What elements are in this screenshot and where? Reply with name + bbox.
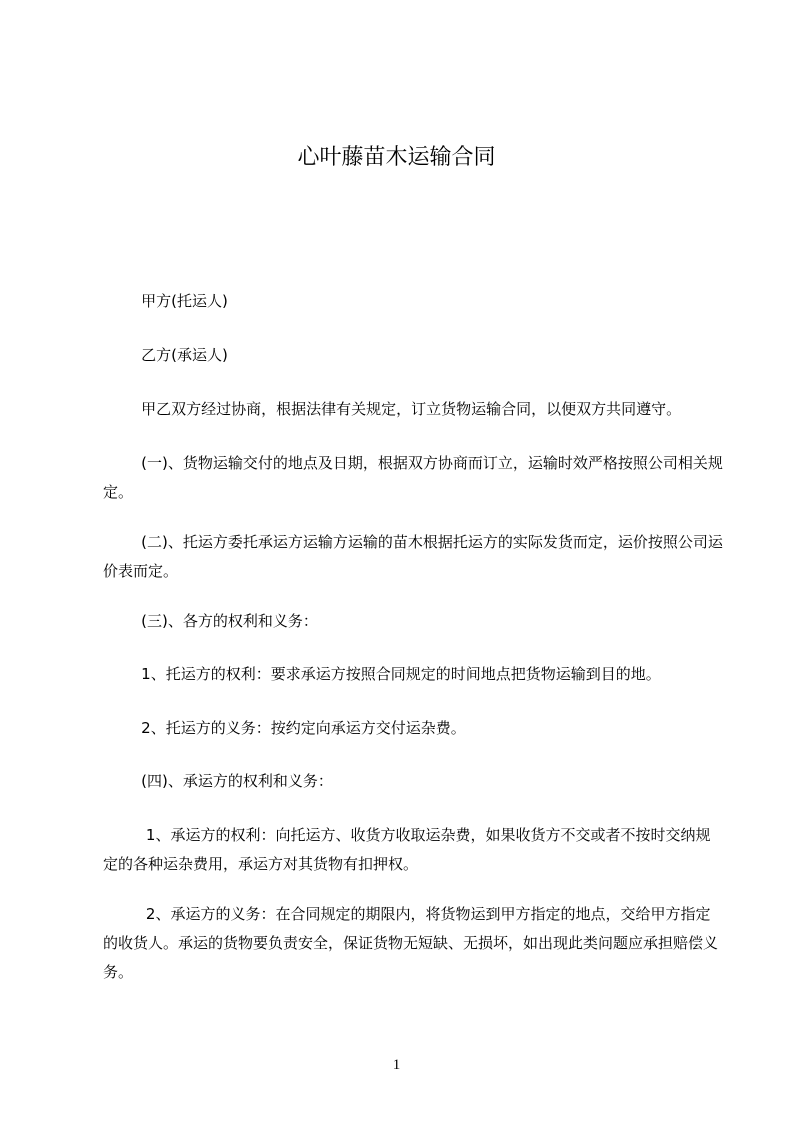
clause-1-paragraph: (一)、货物运输交付的地点及日期，根据双方协商而订立，运输时效严格按照公司相关规定。 — [103, 454, 723, 501]
page-number: 1 — [392, 1057, 401, 1073]
party-a-line: 甲方(托运人) — [103, 292, 228, 310]
party-b-line: 乙方(承运人) — [103, 346, 228, 364]
preamble-paragraph: 甲乙双方经过协商，根据法律有关规定，订立货物运输合同，以便双方共同遵守。 — [103, 400, 682, 418]
document-title: 心叶藤苗木运输合同 — [297, 145, 496, 170]
shipper-rights-paragraph: 1、托运方的权利：要求承运方按照合同规定的时间地点把货物运输到目的地。 — [103, 665, 661, 683]
clause-3-heading: (三)、各方的权利和义务： — [103, 612, 318, 630]
clause-2-paragraph: (二)、托运方委托承运方运输方运输的苗木根据托运方的实际发货而定，运价按照公司运价表而定。 — [103, 533, 723, 580]
carrier-rights-paragraph: 1、承运方的权利：向托运方、收货方收取运杂费，如果收货方不交或者不按时交纳规定的各种运杂费用，承运方对其货物有扣押权。 — [103, 826, 711, 873]
shipper-duties-paragraph: 2、托运方的义务：按约定向承运方交付运杂费。 — [103, 719, 466, 737]
carrier-duties-paragraph: 2、承运方的义务：在合同规定的期限内，将货物运到甲方指定的地点，交给甲方指定的收货人。承运的货物要负责安全，保证货物无短缺、无损坏，如出现此类问题应承担赔偿义务。 — [103, 905, 719, 981]
clause-4-heading: (四)、承运方的权利和义务： — [103, 772, 333, 790]
